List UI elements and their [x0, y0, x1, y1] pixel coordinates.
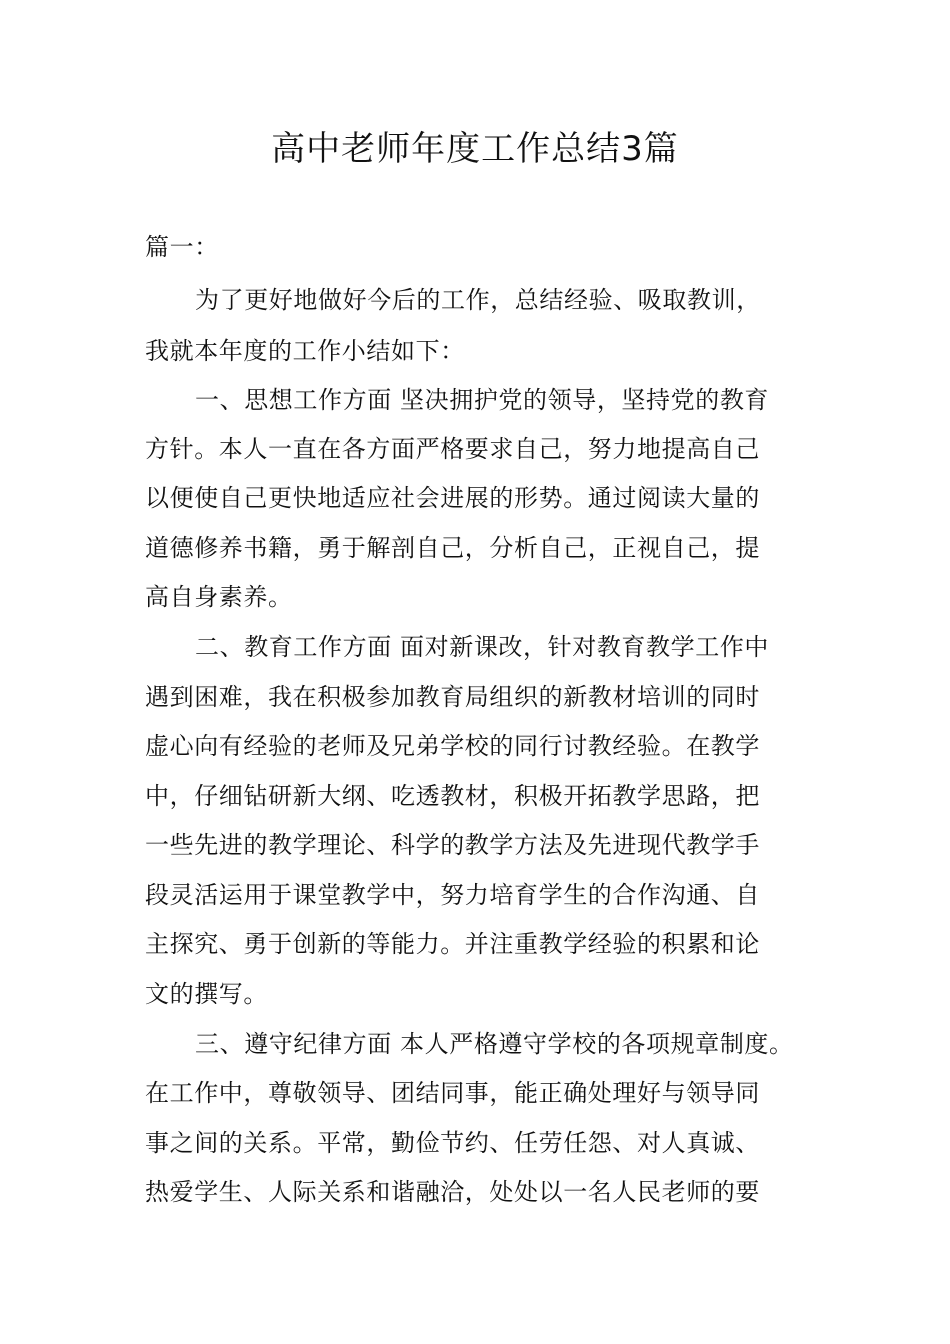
- paragraph-line: 以便使自己更快地适应社会进展的形势。通过阅读大量的: [145, 484, 760, 512]
- paragraph-line: 段灵活运用于课堂教学中，努力培育学生的合作沟通、自: [145, 881, 760, 909]
- paragraph-line: 二、教育工作方面 面对新课改，针对教育教学工作中: [195, 633, 770, 661]
- paragraph-line: 道德修养书籍，勇于解剖自己，分析自己，正视自己，提: [145, 534, 760, 562]
- paragraph-line: 在工作中，尊敬领导、团结同事，能正确处理好与领导同: [145, 1079, 760, 1107]
- paragraph-line: 一些先进的教学理论、科学的教学方法及先进现代教学手: [145, 831, 760, 859]
- paragraph-line: 主探究、勇于创新的等能力。并注重教学经验的积累和论: [145, 930, 760, 958]
- section-label: 篇一：: [145, 233, 219, 261]
- paragraph-line: 我就本年度的工作小结如下：: [145, 337, 465, 365]
- document-title: 高中老师年度工作总结3篇: [271, 129, 679, 169]
- paragraph-line: 方针。本人一直在各方面严格要求自己，努力地提高自己: [145, 435, 760, 463]
- paragraph-line: 文的撰写。: [145, 980, 268, 1008]
- paragraph-line: 热爱学生、人际关系和谐融洽，处处以一名人民老师的要: [145, 1178, 760, 1206]
- paragraph-line: 遇到困难，我在积极参加教育局组织的新教材培训的同时: [145, 683, 760, 711]
- paragraph-line: 事之间的关系。平常，勤俭节约、任劳任怨、对人真诚、: [145, 1129, 760, 1157]
- paragraph-line: 高自身素养。: [145, 583, 293, 611]
- paragraph-line: 三、遵守纪律方面 本人严格遵守学校的各项规章制度。: [195, 1030, 794, 1058]
- paragraph-line: 虚心向有经验的老师及兄弟学校的同行讨教经验。在教学: [145, 732, 760, 760]
- paragraph-line: 为了更好地做好今后的工作，总结经验、吸取教训，: [195, 286, 761, 314]
- paragraph-line: 中，仔细钻研新大纲、吃透教材，积极开拓教学思路，把: [145, 782, 760, 810]
- paragraph-line: 一、思想工作方面 坚决拥护党的领导，坚持党的教育: [195, 386, 770, 414]
